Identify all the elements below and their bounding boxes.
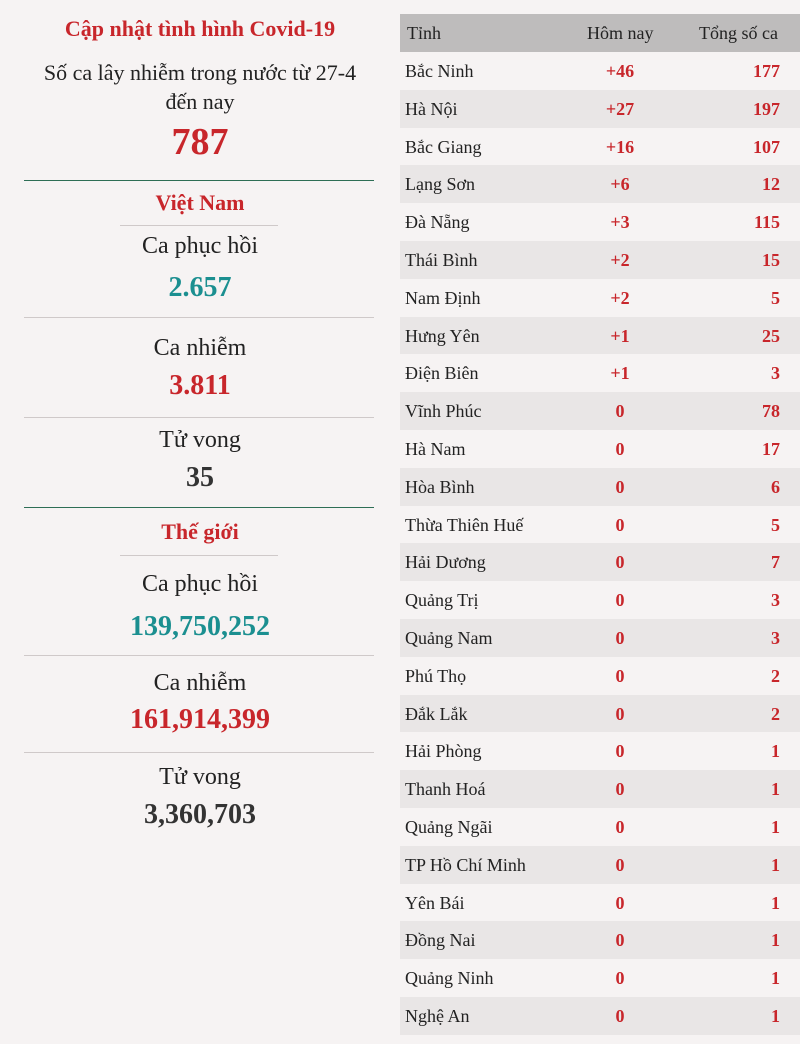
divider <box>24 507 374 508</box>
today-cell: 0 <box>615 552 625 573</box>
province-cell: TP Hồ Chí Minh <box>405 854 526 875</box>
divider <box>120 225 278 226</box>
table-row <box>400 392 800 430</box>
world-recovered-label: Ca phục hồi <box>142 571 258 597</box>
world-infected-label: Ca nhiễm <box>153 670 247 696</box>
total-cell: 15 <box>762 249 780 270</box>
table-row <box>400 921 800 959</box>
today-cell: 0 <box>615 476 625 497</box>
table-body <box>400 52 800 1035</box>
table-row <box>400 506 800 544</box>
world-infected-value: 161,914,399 <box>130 704 270 735</box>
province-cell: Vĩnh Phúc <box>405 401 482 422</box>
table-row <box>400 468 800 506</box>
province-cell: Đồng Nai <box>405 930 476 951</box>
total-cell: 7 <box>771 552 780 573</box>
table-row <box>400 241 800 279</box>
vietnam-deaths-label: Tử vong <box>159 427 241 453</box>
today-cell: +27 <box>605 98 635 119</box>
province-cell: Quảng Ngãi <box>405 816 493 837</box>
table-row <box>400 165 800 203</box>
today-cell: 0 <box>615 779 625 800</box>
table-row <box>400 619 800 657</box>
total-cell: 1 <box>771 930 780 951</box>
total-cell: 5 <box>771 514 780 535</box>
today-cell: 0 <box>615 892 625 913</box>
total-cell: 78 <box>762 401 780 422</box>
divider <box>24 317 374 318</box>
divider <box>120 555 278 556</box>
page-subtitle: Số ca lây nhiễm trong nước từ 27-4 đến nay <box>43 60 357 114</box>
total-cell: 107 <box>753 136 780 157</box>
province-cell: Nghệ An <box>405 1005 470 1026</box>
total-cell: 6 <box>771 476 780 497</box>
divider <box>24 752 374 753</box>
table-row <box>400 90 800 128</box>
total-cell: 2 <box>771 703 780 724</box>
world-recovered-value: 139,750,252 <box>130 611 270 642</box>
total-cell: 1 <box>771 741 780 762</box>
province-cell: Đắk Lắk <box>405 703 468 724</box>
table-row <box>400 354 800 392</box>
today-cell: +2 <box>610 287 630 308</box>
column-header-province: Tỉnh <box>407 23 441 43</box>
province-cell: Điện Biên <box>405 363 479 384</box>
table-row <box>400 884 800 922</box>
table-row <box>400 128 800 166</box>
today-cell: +2 <box>610 249 630 270</box>
total-cell: 3 <box>771 627 780 648</box>
total-cell: 3 <box>771 363 780 384</box>
vietnam-deaths-value: 35 <box>186 462 214 493</box>
province-cell: Hải Phòng <box>405 741 482 762</box>
vietnam-infected-label: Ca nhiễm <box>153 335 247 361</box>
today-cell: +16 <box>605 136 635 157</box>
today-cell: +1 <box>610 325 630 346</box>
province-cell: Thái Bình <box>405 249 478 270</box>
today-cell: 0 <box>615 627 625 648</box>
today-cell: 0 <box>615 665 625 686</box>
domestic-total: 787 <box>171 121 229 163</box>
today-cell: 0 <box>615 930 625 951</box>
vietnam-recovered-label: Ca phục hồi <box>142 233 258 259</box>
today-cell: 0 <box>615 401 625 422</box>
today-cell: 0 <box>615 1005 625 1026</box>
divider <box>24 655 374 656</box>
today-cell: 0 <box>615 816 625 837</box>
province-cell: Hà Nam <box>405 438 466 459</box>
today-cell: +3 <box>610 212 630 233</box>
province-cell: Thanh Hoá <box>405 779 486 800</box>
today-cell: +46 <box>605 61 635 81</box>
total-cell: 1 <box>771 854 780 875</box>
table-header <box>400 14 800 52</box>
total-cell: 115 <box>753 212 780 233</box>
divider <box>24 180 374 181</box>
province-cell: Hải Dương <box>405 552 486 573</box>
today-cell: +6 <box>610 174 630 195</box>
vietnam-recovered-value: 2.657 <box>168 272 232 303</box>
column-header-total: Tổng số ca <box>699 23 778 43</box>
today-cell: +1 <box>610 363 630 384</box>
today-cell: 0 <box>615 741 625 762</box>
table-row <box>400 695 800 733</box>
province-cell: Quảng Trị <box>405 590 479 611</box>
province-cell: Hưng Yên <box>405 325 480 346</box>
table-row <box>400 770 800 808</box>
province-cell: Phú Thọ <box>405 665 467 686</box>
total-cell: 177 <box>753 61 780 81</box>
table-row <box>400 543 800 581</box>
province-cell: Hà Nội <box>405 98 458 119</box>
world-deaths-value: 3,360,703 <box>144 799 256 830</box>
total-cell: 1 <box>771 779 780 800</box>
today-cell: 0 <box>615 438 625 459</box>
total-cell: 1 <box>771 816 780 837</box>
today-cell: 0 <box>615 703 625 724</box>
vietnam-infected-value: 3.811 <box>169 370 231 401</box>
province-cell: Nam Định <box>405 287 481 308</box>
total-cell: 25 <box>762 325 780 346</box>
table-row <box>400 808 800 846</box>
table-row <box>400 279 800 317</box>
world-deaths-label: Tử vong <box>159 764 241 790</box>
province-cell: Quảng Ninh <box>405 968 494 989</box>
province-table <box>400 14 800 1035</box>
table-row <box>400 581 800 619</box>
total-cell: 17 <box>762 438 780 459</box>
province-cell: Lạng Sơn <box>405 174 476 195</box>
total-cell: 1 <box>771 968 780 989</box>
total-cell: 12 <box>762 174 780 195</box>
today-cell: 0 <box>615 590 625 611</box>
total-cell: 197 <box>753 98 780 119</box>
today-cell: 0 <box>615 854 625 875</box>
table-row <box>400 997 800 1035</box>
vietnam-heading: Việt Nam <box>155 190 245 215</box>
table-row <box>400 846 800 884</box>
province-cell: Thừa Thiên Huế <box>405 514 524 535</box>
province-cell: Đà Nẵng <box>405 212 470 233</box>
total-cell: 3 <box>771 590 780 611</box>
province-cell: Bắc Giang <box>405 136 482 157</box>
table-row <box>400 959 800 997</box>
column-header-today: Hôm nay <box>587 23 654 43</box>
today-cell: 0 <box>615 514 625 535</box>
province-cell: Quảng Nam <box>405 627 493 648</box>
table-row <box>400 52 800 90</box>
divider <box>24 417 374 418</box>
page-title: Cập nhật tình hình Covid-19 <box>64 16 336 41</box>
table-row <box>400 203 800 241</box>
table-row <box>400 732 800 770</box>
today-cell: 0 <box>615 968 625 989</box>
table-row <box>400 657 800 695</box>
total-cell: 5 <box>771 287 780 308</box>
world-heading: Thế giới <box>161 519 239 544</box>
total-cell: 1 <box>771 1005 780 1026</box>
table-row <box>400 317 800 355</box>
total-cell: 1 <box>771 892 780 913</box>
total-cell: 2 <box>771 665 780 686</box>
province-cell: Yên Bái <box>405 892 465 913</box>
table-row <box>400 430 800 468</box>
province-cell: Hòa Bình <box>405 476 475 497</box>
province-cell: Bắc Ninh <box>405 61 474 81</box>
